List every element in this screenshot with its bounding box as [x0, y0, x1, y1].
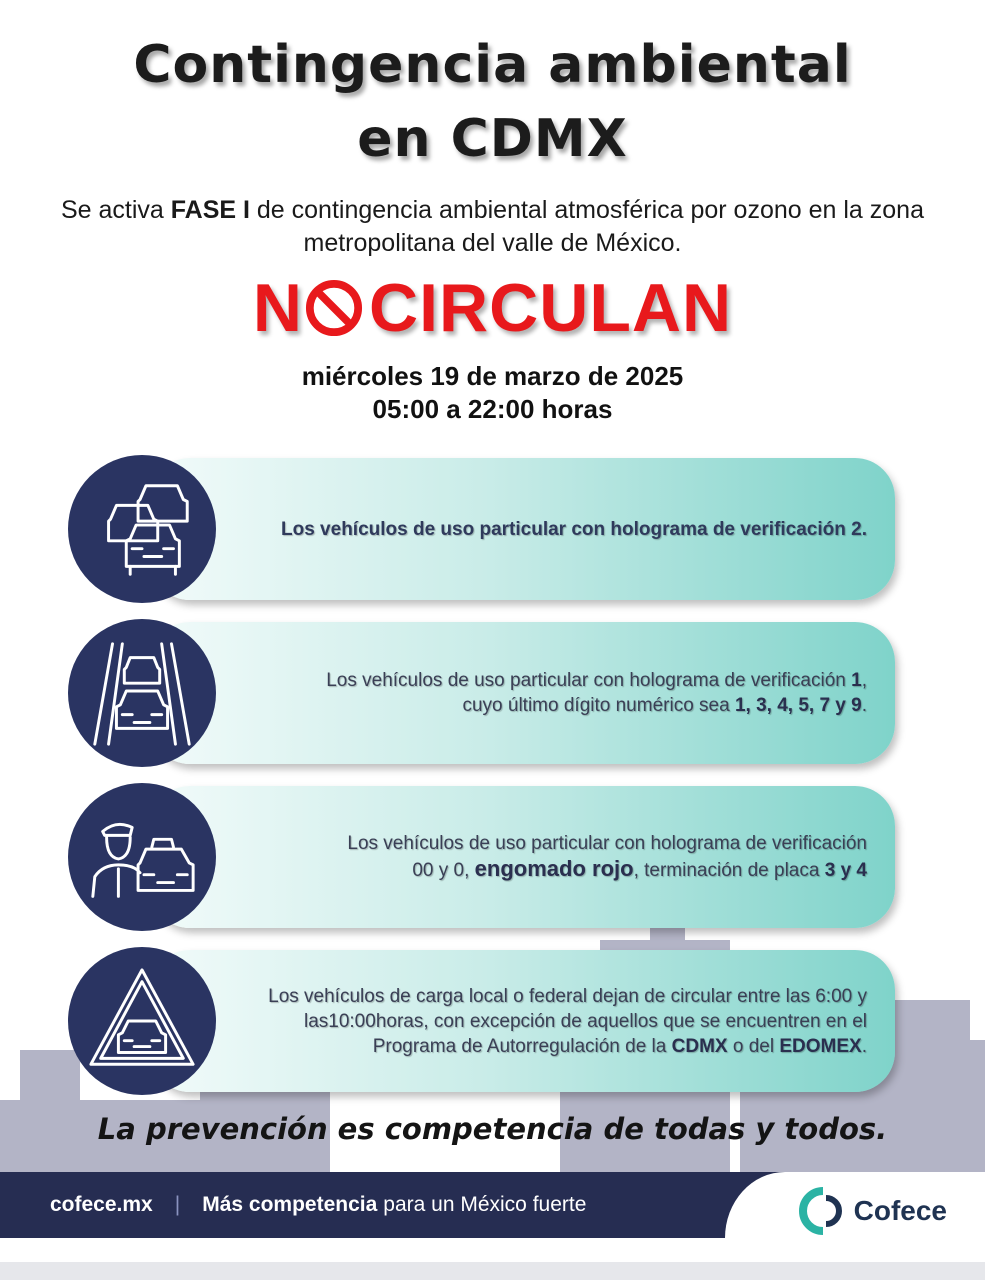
restriction-card-cargo [150, 950, 895, 1092]
no-circulan-headline [0, 268, 985, 348]
phase-text-post: de contingencia ambiental atmosférica por ozono en la zona metropolitana del valle de México. [249, 196, 924, 257]
card-2-text [220, 622, 867, 764]
card-3-text [220, 786, 867, 928]
phase-text-pre: Se activa [60, 196, 171, 224]
highway-cars-icon [68, 619, 216, 767]
card-4-cdmx: CDMX [671, 1035, 728, 1057]
card-3-red-sticker: engomado rojo [474, 856, 634, 881]
prevention-slogan: La prevención es competencia de todas y todos. [97, 1112, 888, 1146]
card-4-text-b: las10:00horas, con excepción de aquellos que se encuentren en el [303, 1010, 867, 1032]
prohibited-sign-icon [305, 279, 363, 337]
driver-taxi-icon [68, 783, 216, 931]
title-line-1: Contingencia ambiental [133, 35, 852, 95]
card-2-text-b: , [861, 670, 867, 691]
bottom-margin [0, 1238, 985, 1262]
footer-separator: | [174, 1193, 181, 1216]
phase-label: FASE I [170, 196, 250, 224]
card-2-text-d: . [861, 695, 867, 716]
title-line-2: en CDMX [357, 109, 628, 169]
footer-bar [0, 1172, 985, 1238]
page-title [0, 28, 985, 176]
card-4-text-e: . [861, 1035, 867, 1057]
card-4-text [210, 950, 867, 1092]
bottom-band [0, 1262, 985, 1280]
restriction-card-hologram-00-0 [150, 786, 895, 928]
card-3-text-a: Los vehículos de uso particular con holograma de verificación [347, 833, 867, 854]
schedule-block [0, 360, 985, 426]
cofece-logo-icon [798, 1186, 848, 1236]
footer-site-link[interactable]: cofece.mx [50, 1193, 153, 1216]
schedule-date: miércoles 19 de marzo de 2025 [301, 361, 684, 391]
card-3-text-b: 00 y 0, [412, 860, 475, 881]
restriction-card-hologram-2 [150, 458, 895, 600]
card-4-text-c: Programa de Autorregulación de la [372, 1035, 672, 1057]
footer-text [50, 1172, 586, 1238]
schedule-hours: 05:00 a 22:00 horas [372, 394, 613, 424]
card-3-text-c: , terminación de placa [633, 860, 825, 881]
footer-tagline: para un México fuerte [383, 1193, 587, 1216]
restriction-card-hologram-1 [150, 622, 895, 764]
cofece-logo [798, 1186, 947, 1236]
footer-logo-area [725, 1172, 985, 1238]
card-1-text: Los vehículos de uso particular con holograma de verificación 2. [281, 518, 867, 540]
headline-right: CIRCULAN [369, 270, 733, 346]
footer-tagline-bold: Más competencia [202, 1193, 378, 1216]
card-2-text-c: cuyo último dígito numérico sea [462, 695, 735, 716]
card-2-text-a: Los vehículos de uso particular con holograma de verificación [326, 670, 852, 691]
cofece-logo-text: Cofece [853, 1195, 947, 1226]
card-4-text-a: Los vehículos de carga local o federal dejan de circular entre las 6:00 y [268, 985, 867, 1007]
card-2-digits: 1, 3, 4, 5, 7 y 9 [734, 695, 862, 716]
card-4-edomex: EDOMEX [779, 1035, 862, 1057]
card-4-text-d: o del [727, 1035, 780, 1057]
phase-announcement [60, 194, 925, 260]
card-3-plate-endings: 3 y 4 [824, 860, 867, 881]
warning-car-icon [68, 947, 216, 1095]
headline-left: N [252, 270, 304, 346]
cars-traffic-icon [68, 455, 216, 603]
card-2-hologram: 1 [851, 670, 862, 691]
